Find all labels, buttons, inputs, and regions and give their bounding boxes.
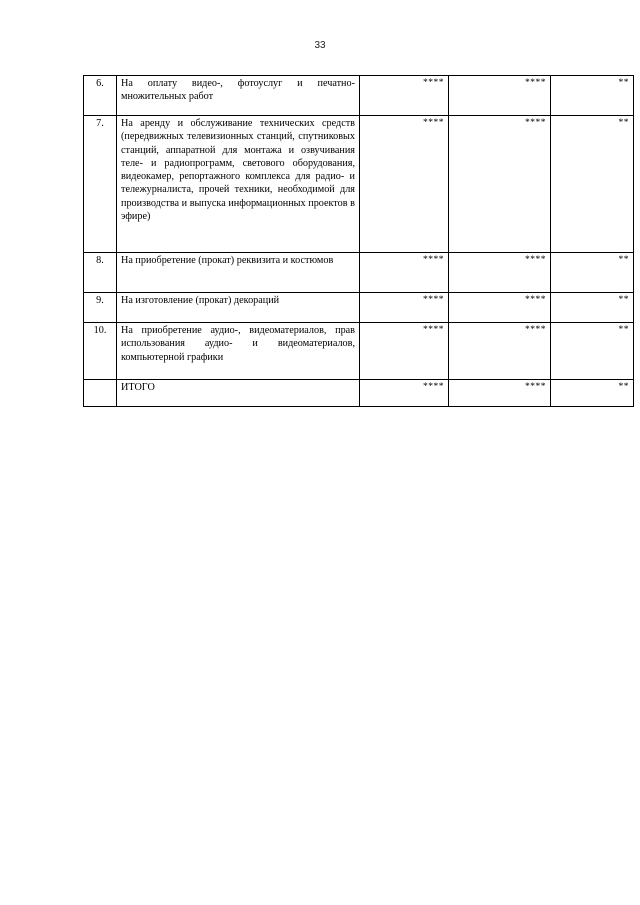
table-row (84, 76, 634, 116)
budget-table (83, 75, 634, 407)
table-row (84, 253, 634, 293)
value-cell: **** (360, 253, 449, 293)
value-cell: **** (360, 76, 449, 116)
row-description: На приобретение аудио-, видеоматериалов, прав использования аудио- и видеоматериалов, компьютерной графики (117, 323, 360, 380)
value-cell: ** (551, 323, 634, 380)
row-number (84, 380, 117, 407)
table-row (84, 116, 634, 253)
value-cell: ** (551, 293, 634, 323)
row-description: На оплату видео-, фотоуслуг и печатно-множительных работ (117, 76, 360, 116)
value-cell: **** (360, 323, 449, 380)
total-label: ИТОГО (117, 380, 360, 407)
value-cell: ** (551, 116, 634, 253)
value-cell: ** (551, 380, 634, 407)
value-cell: **** (360, 293, 449, 323)
table-row (84, 293, 634, 323)
row-description: На приобретение (прокат) реквизита и костюмов (117, 253, 360, 293)
row-description: На изготовление (прокат) декораций (117, 293, 360, 323)
page-number: 33 (314, 40, 326, 51)
value-cell: **** (449, 116, 551, 253)
value-cell: **** (449, 253, 551, 293)
row-number: 9. (84, 293, 117, 323)
row-number: 10. (84, 323, 117, 380)
value-cell: **** (449, 76, 551, 116)
table-row (84, 323, 634, 380)
row-description: На аренду и обслуживание технических средств (передвижных телевизионных станций, спутниковых станций, аппаратной для монтажа и озвучивания теле- и радиопрограмм, светового оборудования, видеокамер, репортажного комплекса для радио- и тележурналиста, прочей техники, необходимой для производства и выпуска информационных проектов в эфире) (117, 116, 360, 253)
value-cell: **** (449, 380, 551, 407)
value-cell: **** (360, 380, 449, 407)
value-cell: ** (551, 76, 634, 116)
row-number: 7. (84, 116, 117, 253)
value-cell: **** (449, 323, 551, 380)
value-cell: **** (449, 293, 551, 323)
value-cell: **** (360, 116, 449, 253)
row-number: 8. (84, 253, 117, 293)
table-row-total (84, 380, 634, 407)
value-cell: ** (551, 253, 634, 293)
row-number: 6. (84, 76, 117, 116)
